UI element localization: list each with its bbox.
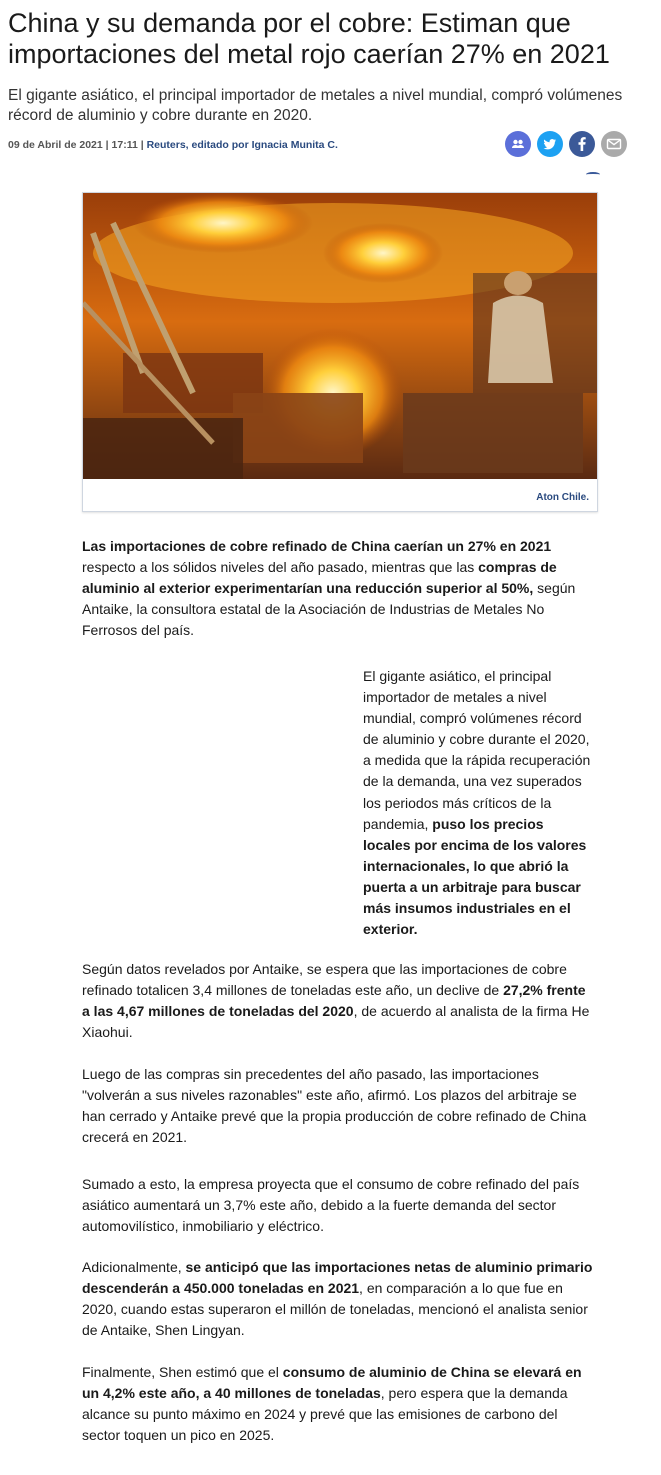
paragraph-6-bold: se anticipó que las importaciones netas de aluminio primario descenderán a 450.000 toneladas en 2021 [82,1259,593,1296]
paragraph-3-bold: 27,2% frente a las 4,67 millones de toneladas del 2020 [82,982,586,1019]
paragraph-3-text: Según datos revelados por Antaike, se espera que las importaciones de cobre refinado totalicen 3,4 millones de toneladas este año, un declive de [82,961,567,998]
paragraph-4: Luego de las compras sin precedentes del año pasado, las importaciones "volverán a sus niveles razonables" este año, afirmó. Los plazos del arbitraje se han cerrado y Antaike prevé que la propia producción de cobre refinado de China crecerá en 2021. [82,1066,587,1145]
article-meta [8,139,338,151]
paragraph-1-end: según Antaike, la consultora estatal de la Asociación de Industrias de Metales No Ferrosos del país. [82,580,576,638]
paragraph-1 [82,536,594,641]
paragraph-7-end: , pero espera que la demanda alcance su punto máximo en 2024 y prevé que las emisiones de carbono del sector toquen un pico en 2025. [82,1385,568,1443]
paragraph-1-bold: compras de aluminio al exterior experimentarían una reducción superior al 50%, [82,559,557,596]
twitter-icon[interactable] [537,131,563,157]
paragraph-5: Sumado a esto, la empresa proyecta que el consumo de cobre refinado del país asiático aumentará un 3,7% este año, debido a la fuerte demanda del sector automovilístico, inmobiliario y eléctrico. [82,1176,580,1234]
paragraph-6-lead: Adicionalmente, [82,1259,186,1275]
article-date: 09 de Abril de 2021 | 17:11 | [8,139,144,151]
figure-caption: Aton Chile. [536,492,589,503]
paragraph-7 [82,1362,594,1446]
paragraph-6-end: , en comparación a lo que fue en 2020, cuando estas superaron el millón de toneladas, mencionó el analista senior de Antaike, Shen Lingyan. [82,1280,588,1338]
paragraph-7-bold: consumo de aluminio de China se elevará en un 4,2% este año, a 40 millones de toneladas [82,1364,582,1401]
article-title: China y su demanda por el cobre: Estiman que importaciones del metal rojo caerían 27% en 2021 [8,8,610,69]
article-author[interactable]: Reuters, editado por Ignacia Munita C. [146,139,338,151]
copper-foundry-photo [83,193,597,479]
mail-icon[interactable] [601,131,627,157]
paragraph-6 [82,1257,594,1341]
paragraph-2 [363,666,593,940]
comments-icon[interactable] [505,131,531,157]
paragraph-3 [82,959,594,1043]
paragraph-7-lead: Finalmente, Shen estimó que el [82,1364,283,1380]
paragraph-2-bold: puso los precios locales por encima de los valores internacionales, lo que abrió la puerta a un arbitraje para buscar más insumos industriales en el exterior. [363,815,587,938]
article-subtitle: El gigante asiático, el principal importador de metales a nivel mundial, compró volúmenes récord de aluminio y cobre durante en 2020. [8,87,623,124]
paragraph-1-text: respecto a los sólidos niveles del año pasado, mientras que las [82,559,479,575]
share-bar [505,131,627,157]
paragraph-1-lead: Las importaciones de cobre refinado de China caerían un 27% en 2021 [82,538,552,554]
paragraph-3-end: , de acuerdo al analista de la firma He Xiaohui. [82,1003,590,1040]
article-figure [82,192,598,512]
divider [586,172,600,177]
facebook-icon[interactable] [569,131,595,157]
paragraph-2-text: El gigante asiático, el principal importador de metales a nivel mundial, compró volúmenes récord de aluminio y cobre durante el 2020, a medida que la rápida recuperación de la demanda, una vez superados los periodos más críticos de la pandemia, [363,668,591,832]
